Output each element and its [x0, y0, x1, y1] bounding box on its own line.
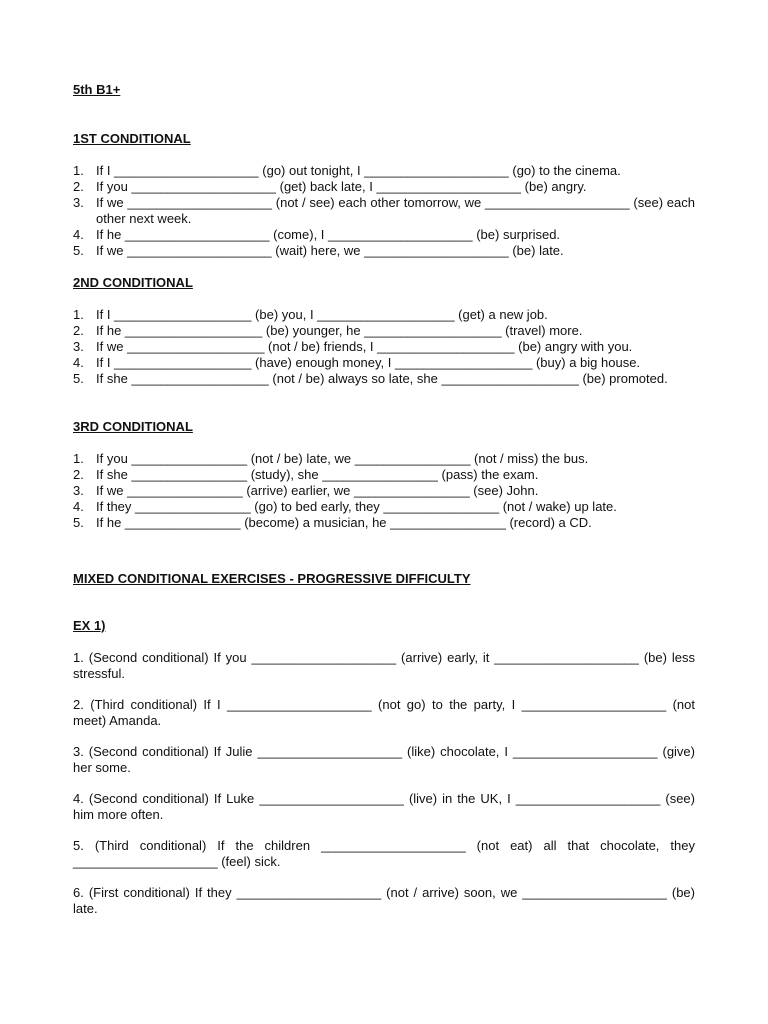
item-text: If she ________________ (study), she ________________ (pass) the exam.: [96, 467, 539, 482]
item-text: If you ________________ (not / be) late, we ________________ (not / miss) the bus.: [96, 451, 589, 466]
item-number: 1.: [73, 451, 84, 466]
item-number: 4.: [73, 499, 84, 514]
item-number: 5.: [73, 371, 84, 386]
item-number: 1.: [73, 163, 84, 178]
section-heading: 3RD CONDITIONAL: [73, 419, 193, 434]
item-text: If you ____________________ (get) back late, I ____________________ (be) angry.: [96, 179, 587, 194]
first-conditional-section: [73, 131, 695, 259]
mixed-conditional-section: [73, 571, 695, 917]
item-number: 1.: [73, 307, 84, 322]
item-text: If I ____________________ (go) out tonight, I ____________________ (go) to the cinema.: [96, 163, 621, 178]
exercise-item: 1. (Second conditional) If you ____________________ (arrive) early, it ____________________ (be) less stressful.: [73, 650, 695, 681]
item-number: 3.: [73, 195, 84, 210]
second-conditional-section: [73, 275, 695, 387]
exercise-list: [73, 451, 695, 531]
item-text: If we ____________________ (not / see) each other tomorrow, we ____________________ (see) each other next week.: [96, 195, 695, 226]
section-heading: 1ST CONDITIONAL: [73, 131, 191, 146]
item-text: If she ___________________ (not / be) always so late, she ___________________ (be) promoted.: [96, 371, 668, 386]
section-heading: MIXED CONDITIONAL EXERCISES - PROGRESSIVE DIFFICULTY: [73, 571, 471, 586]
exercise-list: [73, 163, 695, 259]
exercise-item: 3. (Second conditional) If Julie ____________________ (like) chocolate, I ____________________ (give) her some.: [73, 744, 695, 775]
exercise-list: [73, 307, 695, 387]
item-text: If he ____________________ (come), I ____________________ (be) surprised.: [96, 227, 561, 242]
item-number: 2.: [73, 179, 84, 194]
item-text: If we ____________________ (wait) here, we ____________________ (be) late.: [96, 243, 564, 258]
list-item: [73, 243, 695, 259]
list-item: [73, 179, 695, 195]
list-item: [73, 451, 695, 467]
item-number: 5.: [73, 243, 84, 258]
list-item: [73, 515, 695, 531]
list-item: [73, 195, 695, 227]
item-text: If he ________________ (become) a musician, he ________________ (record) a CD.: [96, 515, 592, 530]
item-text: If we ___________________ (not / be) friends, I ___________________ (be) angry with you.: [96, 339, 633, 354]
level-heading: 5th B1+: [73, 82, 121, 97]
item-number: 4.: [73, 227, 84, 242]
item-text: If he ___________________ (be) younger, he ___________________ (travel) more.: [96, 323, 583, 338]
worksheet-page: [73, 82, 695, 932]
list-item: [73, 355, 695, 371]
list-item: [73, 227, 695, 243]
item-number: 2.: [73, 323, 84, 338]
list-item: [73, 323, 695, 339]
exercise-item: 4. (Second conditional) If Luke ____________________ (live) in the UK, I ____________________ (see) him more often.: [73, 791, 695, 822]
list-item: [73, 483, 695, 499]
section-heading: 2ND CONDITIONAL: [73, 275, 193, 290]
exercise-heading: EX 1): [73, 618, 106, 633]
list-item: [73, 499, 695, 515]
third-conditional-section: [73, 419, 695, 531]
item-text: If I ___________________ (be) you, I ___________________ (get) a new job.: [96, 307, 548, 322]
list-item: [73, 339, 695, 355]
list-item: [73, 163, 695, 179]
list-item: [73, 307, 695, 323]
item-text: If I ___________________ (have) enough money, I ___________________ (buy) a big house.: [96, 355, 641, 370]
item-text: If we ________________ (arrive) earlier, we ________________ (see) John.: [96, 483, 539, 498]
item-number: 2.: [73, 467, 84, 482]
exercise-item: 5. (Third conditional) If the children ____________________ (not eat) all that chocolate, they ____________________ (feel) sick.: [73, 838, 695, 869]
item-number: 5.: [73, 515, 84, 530]
list-item: [73, 371, 695, 387]
item-number: 3.: [73, 483, 84, 498]
item-number: 4.: [73, 355, 84, 370]
item-number: 3.: [73, 339, 84, 354]
item-text: If they ________________ (go) to bed early, they ________________ (not / wake) up late.: [96, 499, 617, 514]
list-item: [73, 467, 695, 483]
exercise-item: 6. (First conditional) If they ____________________ (not / arrive) soon, we ____________________ (be) late.: [73, 885, 695, 916]
exercise-item: 2. (Third conditional) If I ____________________ (not go) to the party, I ____________________ (not meet) Amanda.: [73, 697, 695, 728]
